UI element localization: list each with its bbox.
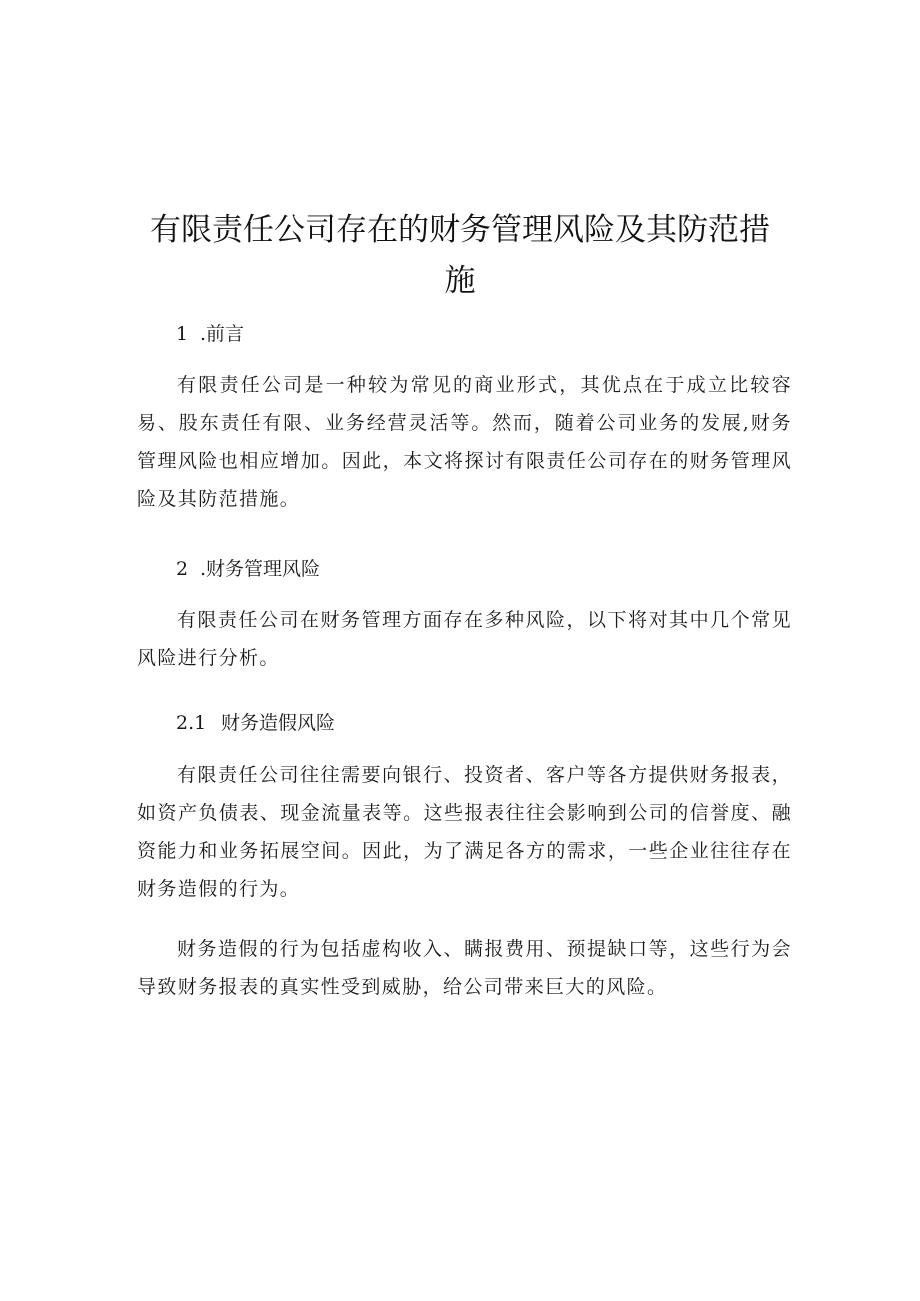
section-title: .财务管理风险 — [200, 558, 321, 580]
paragraph: 有限责任公司往往需要向银行、投资者、客户等各方提供财务报表，如资产负债表、现金流量表等。这些报表往往会影响到公司的信誉度、融资能力和业务拓展空间。因此，为了满足各方的需求，一些企业往往存在财务造假的行为。 — [137, 764, 792, 900]
document-title: 有限责任公司存在的财务管理风险及其防范措施 — [150, 212, 770, 299]
paragraph: 有限责任公司在财务管理方面存在多种风险，以下将对其中几个常见风险进行分析。 — [137, 609, 792, 669]
section-title: 财务造假风险 — [221, 712, 336, 734]
paragraph: 财务造假的行为包括虚构收入、瞒报费用、预提缺口等，这些行为会导致财务报表的真实性受到威胁，给公司带来巨大的风险。 — [137, 938, 792, 998]
section-title: .前言 — [200, 323, 245, 345]
section-number: 2.1 — [176, 712, 207, 734]
section-heading-2 — [176, 556, 320, 582]
section-heading-2-1 — [176, 710, 335, 736]
section-heading-1 — [176, 321, 244, 347]
paragraph: 有限责任公司是一种较为常见的商业形式，其优点在于成立比较容易、股东责任有限、业务经营灵活等。然而，随着公司业务的发展,财务管理风险也相应增加。因此，本文将探讨有限责任公司存在的财务管理风险及其防范措施。 — [137, 374, 792, 510]
section-number: 1 — [176, 323, 189, 345]
section-number: 2 — [176, 558, 189, 580]
